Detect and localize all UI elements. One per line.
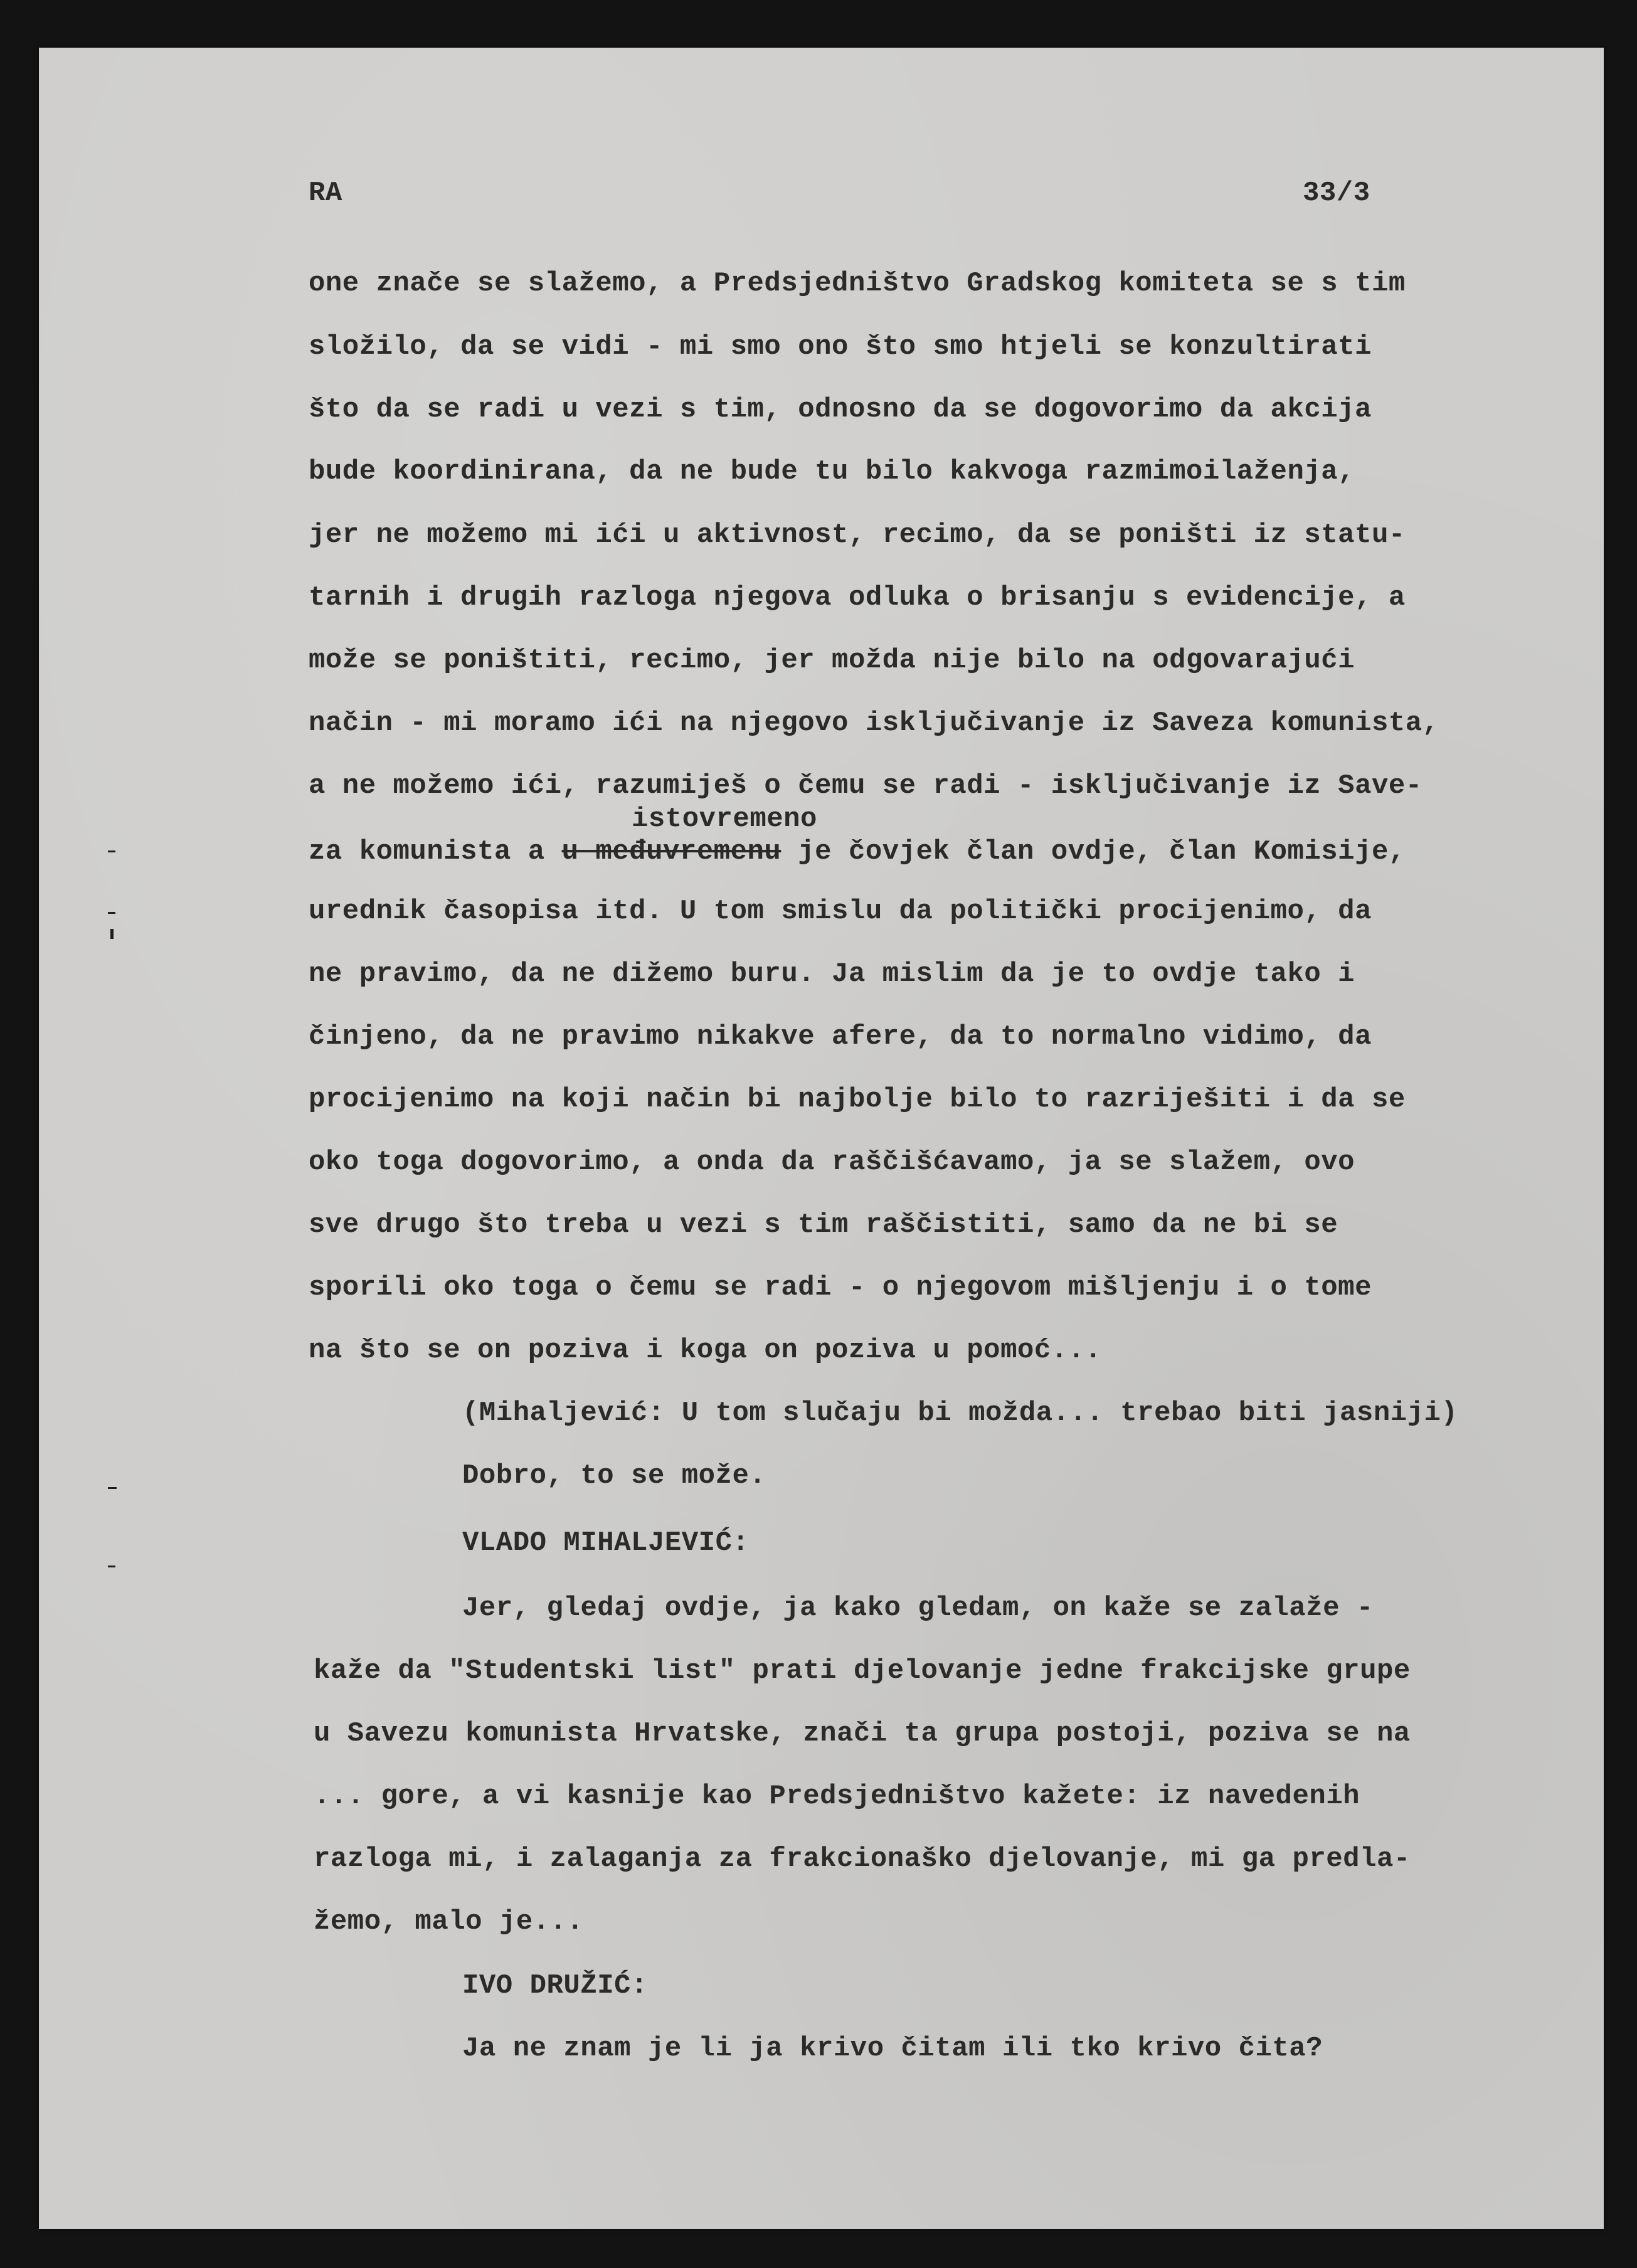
text-line: u Savezu komunista Hrvatske, znači ta grupa postoji, poziva se na <box>314 1718 1411 1749</box>
line-before-correction: za komunista a <box>309 836 562 867</box>
text-line: a ne možemo ići, razumiješ o čemu se radi - isključivanje iz Save- <box>309 770 1422 802</box>
text-line-with-correction <box>309 838 1406 866</box>
margin-mark <box>108 1566 115 1567</box>
text-line: žemo, malo je... <box>314 1906 584 1937</box>
text-line: procijenimo na koji način bi najbolje bilo to razriješiti i da se <box>309 1084 1406 1115</box>
text-line: ne pravimo, da ne dižemo buru. Ja mislim da je to ovdje tako i <box>309 958 1355 990</box>
speaker-name: IVO DRUŽIĆ: <box>462 1970 648 2001</box>
struck-out-text: u međuvremenu <box>561 836 781 867</box>
margin-mark <box>108 850 115 852</box>
text-line: što da se radi u vezi s tim, odnosno da se dogovorimo da akcija <box>309 394 1372 425</box>
text-line: činjeno, da ne pravimo nikakve afere, da to normalno vidimo, da <box>309 1021 1372 1052</box>
interjection-line: (Mihaljević: U tom slučaju bi možda... trebao biti jasniji) <box>462 1397 1458 1429</box>
text-line: razloga mi, i zalaganja za frakcionaško djelovanje, mi ga predla- <box>314 1843 1411 1875</box>
text-line: jer ne možemo mi ići u aktivnost, recimo, da se poništi iz statu- <box>309 519 1406 551</box>
text-line: sporili oko toga o čemu se radi - o njegovom mišljenju i o tome <box>309 1272 1372 1303</box>
text-line: Dobro, to se može. <box>462 1460 766 1492</box>
text-line: Ja ne znam je li ja krivo čitam ili tko krivo čita? <box>462 2033 1323 2064</box>
margin-mark <box>108 1487 117 1489</box>
document-page <box>39 48 1604 2229</box>
page-number: 33/3 <box>1303 178 1370 209</box>
text-line: tarnih i drugih razloga njegova odluka o brisanju s evidencije, a <box>309 582 1406 613</box>
text-line: ... gore, a vi kasnije kao Predsjedništvo kažete: iz navedenih <box>314 1781 1360 1812</box>
line-after-correction: je čovjek član ovdje, član Komisije, <box>781 836 1406 867</box>
page-header-left: RA <box>309 178 342 209</box>
margin-mark <box>108 912 115 914</box>
text-line: bude koordinirana, da ne bude tu bilo kakvoga razmimoilaženja, <box>309 456 1355 487</box>
text-line: one znače se slažemo, a Predsjedništvo Gradskog komiteta se s tim <box>309 268 1406 299</box>
text-line: način - mi moramo ići na njegovo isključivanje iz Saveza komunista, <box>309 707 1439 739</box>
text-line: složilo, da se vidi - mi smo ono što smo htjeli se konzultirati <box>309 331 1372 363</box>
text-line: može se poništiti, recimo, jer možda nije bilo na odgovarajući <box>309 645 1355 676</box>
margin-mark <box>110 929 114 939</box>
text-line: sve drugo što treba u vezi s tim raščistiti, samo da ne bi se <box>309 1209 1338 1241</box>
interlinear-correction: istovremeno <box>632 803 817 835</box>
speaker-name: VLADO MIHALJEVIĆ: <box>462 1527 750 1559</box>
text-line: na što se on poziva i koga on poziva u pomoć... <box>309 1335 1102 1366</box>
text-line: urednik časopisa itd. U tom smislu da politički procijenimo, da <box>309 896 1372 927</box>
text-line: oko toga dogovorimo, a onda da raščišćavamo, ja se slažem, ovo <box>309 1147 1355 1178</box>
text-line: Jer, gledaj ovdje, ja kako gledam, on kaže se zalaže - <box>462 1592 1374 1624</box>
text-line: kaže da "Studentski list" prati djelovanje jedne frakcijske grupe <box>314 1655 1411 1687</box>
